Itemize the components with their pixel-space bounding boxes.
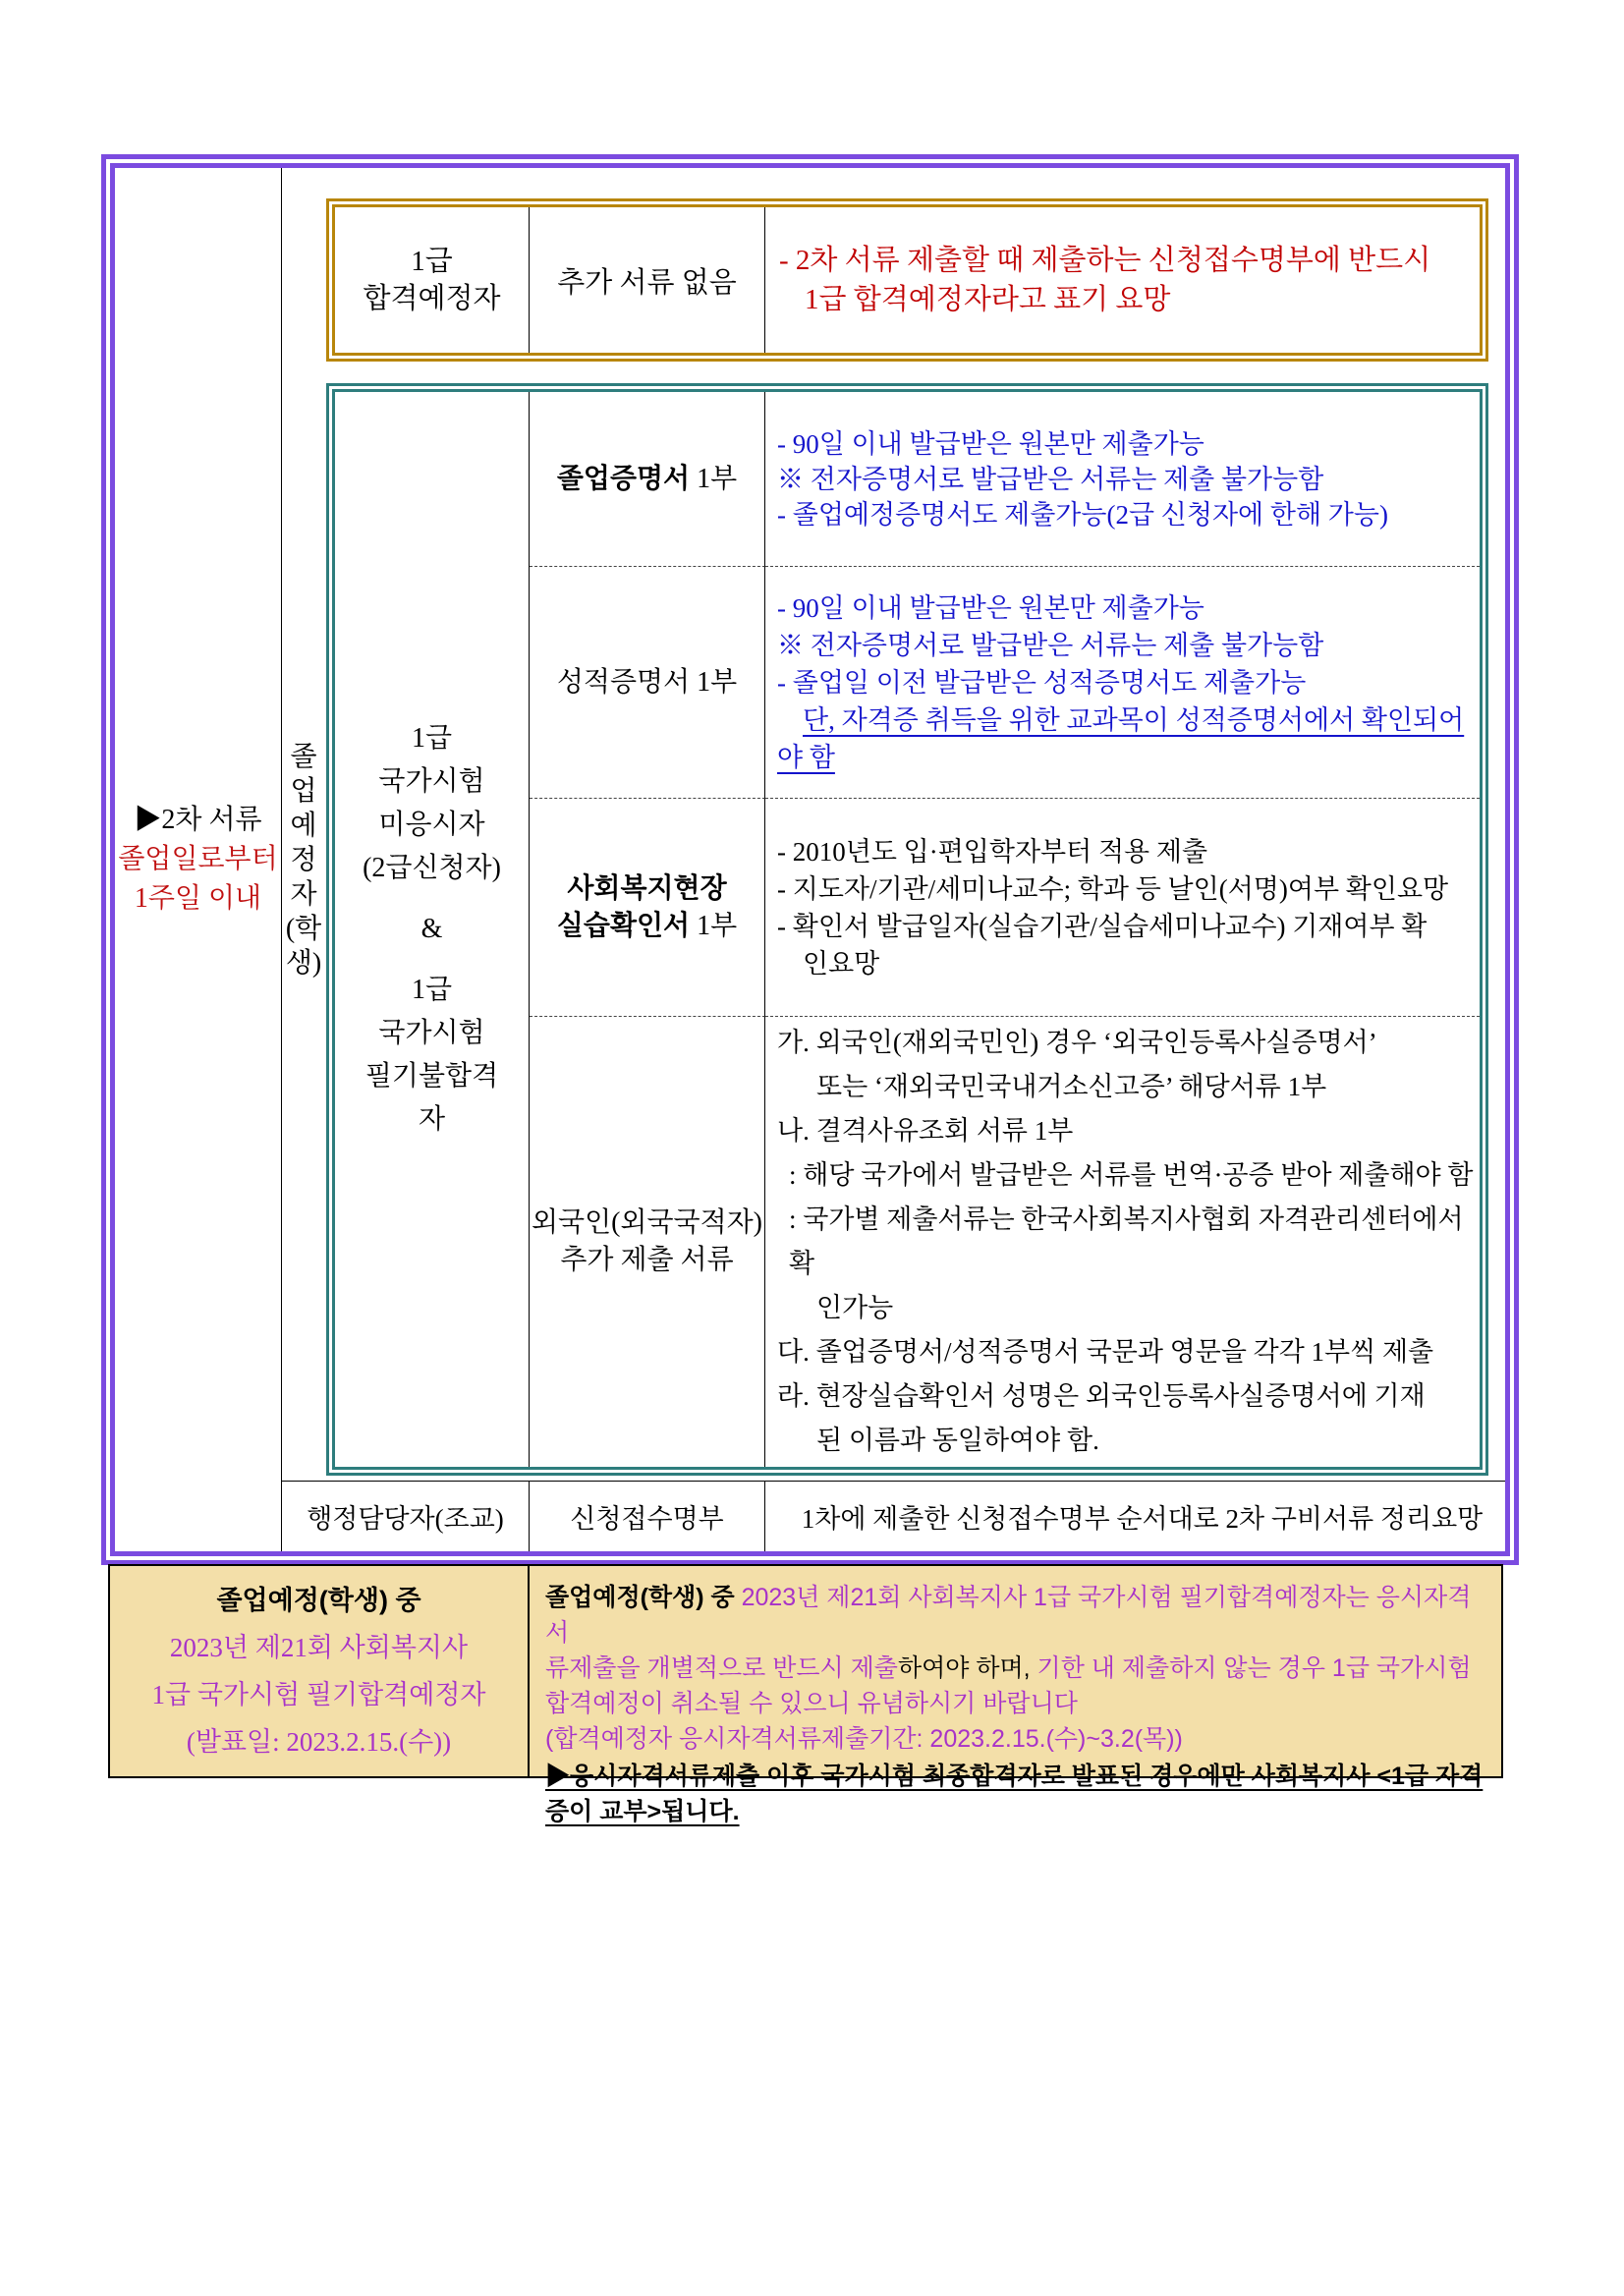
level1-label: 1급	[411, 246, 453, 277]
foreigner-notes	[765, 1017, 1480, 1467]
note-line: : 국가별 제출서류는 한국사회복지사협회 자격관리센터에서 확	[789, 1204, 1464, 1278]
note-line: 나. 결격사유조회 서류 1부	[777, 1116, 1074, 1146]
footer-right-line1	[545, 1580, 1491, 1651]
foreigner-label-line1: 외국인(외국국적자)	[531, 1207, 763, 1238]
applicant-line: 1급	[411, 975, 453, 1005]
note-line: - 졸업예정증명서도 제출가능(2급 신청자에 한해 가능)	[777, 499, 1388, 530]
applicant-line: 국가시험	[378, 766, 485, 797]
transcript-label: 성적증명서 1부	[556, 666, 738, 698]
applicant-line: 국가시험	[378, 1018, 485, 1048]
graduating-student-docs-table	[326, 383, 1488, 1476]
footer-right-line4: (합격예정자 응시자격서류제출기간: 2023.2.15.(수)~3.2(목))	[545, 1725, 1183, 1753]
level1-note-line2: 1급 합격예정자라고 표기 요망	[805, 284, 1171, 315]
footer-left-line1: 졸업예정(학생) 중	[216, 1586, 421, 1615]
level1-note-cell	[765, 207, 1480, 353]
admin-staff-label: 행정담당자(조교)	[282, 1482, 530, 1551]
no-additional-docs-label: 추가 서류 없음	[557, 266, 737, 299]
note-line: 인가능	[816, 1293, 894, 1322]
vchar: (학	[285, 913, 322, 944]
written-exam-passer-footer	[108, 1564, 1503, 1825]
deadline-from-graduation: 졸업일로부터	[118, 844, 278, 874]
footer-right-line3: 합격예정이 취소될 수 있으니 유념하시기 바랍니다	[545, 1690, 1078, 1717]
deadline-within-one-week: 1주일 이내	[134, 883, 262, 914]
applicant-line: 자	[418, 1104, 446, 1135]
note-line: 인요망	[803, 948, 880, 979]
graduation-certificate-doc-cell	[530, 392, 765, 567]
note-line: - 2010년도 입·편입학자부터 적용 제출	[777, 836, 1208, 867]
doc-copies: 1부	[690, 910, 738, 941]
note-line: 또는 ‘재외국민국내거소신고증’ 해당서류 1부	[816, 1072, 1327, 1101]
transcript-doc-cell	[530, 567, 765, 799]
footer-left-line3: 1급 국가시험 필기합격예정자	[151, 1680, 486, 1709]
note-line: 된 이름과 동일하여야 함.	[816, 1426, 1099, 1455]
applicant-line: 1급	[411, 723, 453, 754]
vchar: 업	[290, 775, 317, 807]
level1-expected-passer-row	[326, 198, 1488, 362]
footer-right-line5: ▶응시자격서류제출 이후 국가시험 최종합격자로 발표된 경우에만 사회복지사 <1급 자격증이 교부>됩니다.	[545, 1763, 1484, 1825]
graduation-certificate-label	[557, 461, 737, 498]
practicum-label-line1: 사회복지현장	[567, 872, 727, 904]
footer-left-cell	[110, 1566, 530, 1776]
vchar: 자	[290, 878, 317, 910]
note-line: : 해당 국가에서 발급받은 서류를 번역·공증 받아 제출해야 함	[789, 1160, 1474, 1190]
vchar: 생)	[285, 947, 322, 979]
doc-copies: 1부	[690, 463, 738, 494]
footer-seg: 하여야 하며,	[897, 1654, 1037, 1682]
practicum-label-line2	[557, 908, 737, 945]
footer-right-cell	[530, 1566, 1501, 1825]
admin-note: 1차에 제출한 신청접수명부 순서대로 2차 구비서류 정리요망	[801, 1504, 1484, 1534]
expected-passer-label: 합격예정자	[363, 283, 501, 314]
ampersand: &	[420, 914, 443, 944]
note-line-underlined: 야 함	[777, 742, 835, 772]
note-line: ※ 전자증명서로 발급받은 서류는 제출 불가능함	[777, 464, 1324, 494]
deadline-label-cell	[115, 168, 282, 1551]
level1-expected-passer-cell	[335, 207, 530, 353]
footer-seg: 류제출을 개별적으로 반드시 제출	[545, 1654, 898, 1682]
second-round-documents-table	[101, 154, 1519, 1565]
no-additional-docs-cell	[530, 207, 765, 353]
application-roster-label: 신청접수명부	[530, 1482, 765, 1551]
note-line: - 90일 이내 발급받은 원본만 제출가능	[777, 428, 1204, 459]
note-line: - 지도자/기관/세미나교수; 학과 등 날인(서명)여부 확인요망	[777, 873, 1449, 904]
footer-seg: 2023년 제21회 사회복지사 1급 국가시험 필기합격예정자는 응시자격서	[545, 1584, 1472, 1647]
practicum-confirmation-doc-cell	[530, 799, 765, 1017]
level1-note-line1: - 2차 서류 제출할 때 제출하는 신청접수명부에 반드시	[779, 245, 1431, 276]
note-line: ※ 전자증명서로 발급받은 서류는 제출 불가능함	[777, 630, 1324, 660]
graduating-student-vertical-label	[282, 168, 325, 1551]
admin-staff-row	[282, 1481, 1505, 1551]
vchar: 예	[290, 810, 317, 841]
footer-right-line2	[545, 1651, 1491, 1686]
note-line: - 졸업일 이전 발급받은 성적증명서도 제출가능	[777, 667, 1307, 698]
deadline-title: ▶2차 서류	[134, 805, 262, 835]
applicant-line: (2급신청자)	[363, 853, 501, 883]
footer-seg: 졸업예정(학생) 중	[545, 1584, 742, 1611]
footer-seg: 기한 내 제출하지 않는 경우 1급 국가시험	[1036, 1654, 1472, 1682]
applicant-type-cell	[335, 392, 530, 1467]
applicant-line: 필기불합격	[364, 1061, 499, 1092]
note-line: - 90일 이내 발급받은 원본만 제출가능	[777, 592, 1204, 623]
foreigner-label-line2: 추가 제출 서류	[560, 1245, 734, 1275]
note-line: - 확인서 발급일자(실습기관/실습세미나교수) 기재여부 확	[777, 911, 1428, 941]
doc-name: 실습확인서	[556, 910, 691, 941]
graduation-certificate-notes	[765, 392, 1480, 567]
applicant-line: 미응시자	[378, 810, 485, 840]
doc-name: 졸업증명서	[556, 463, 691, 494]
foreigner-docs-cell	[530, 1017, 765, 1467]
practicum-notes	[765, 799, 1480, 1017]
vchar: 정	[290, 844, 317, 875]
transcript-notes	[765, 567, 1480, 799]
note-line-underlined: 단, 자격증 취득을 위한 교과목이 성적증명서에서 확인되어	[803, 704, 1465, 735]
note-line: 가. 외국인(재외국민인) 경우 ‘외국인등록사실증명서’	[777, 1028, 1377, 1057]
note-line: 다. 졸업증명서/성적증명서 국문과 영문을 각각 1부씩 제출	[777, 1337, 1434, 1367]
footer-left-line2: 2023년 제21회 사회복지사	[169, 1633, 469, 1662]
vchar: 졸	[290, 741, 317, 772]
footer-left-line4: (발표일: 2023.2.15.(수))	[186, 1727, 452, 1757]
note-line: 라. 현장실습확인서 성명은 외국인등록사실증명서에 기재	[777, 1381, 1426, 1411]
